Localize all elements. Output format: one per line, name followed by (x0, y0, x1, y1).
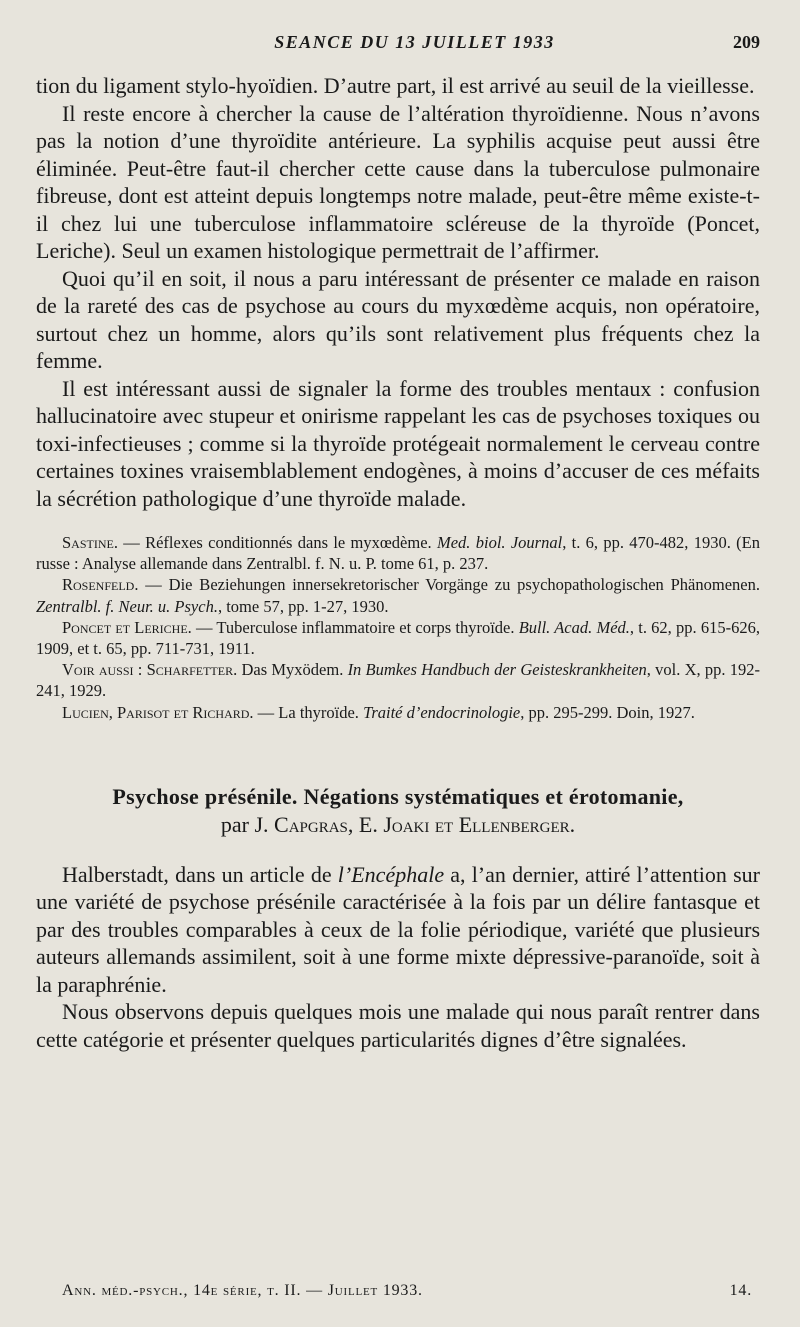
reference-text: Das Myxödem. (237, 660, 348, 680)
reference-entry (36, 574, 760, 616)
reference-details: , t. 6, pp. 470-482, 1930. (En russe : Analyse allemande dans Zentralbl. f. N. u. P. tome 61, p. 237. (36, 533, 760, 574)
byline-prefix: par (220, 811, 255, 837)
reference-source: Traité d’endocrinologie (363, 702, 521, 722)
reference-details: , pp. 295-299. Doin, 1927. (520, 702, 695, 722)
paragraph-text: a, l’an dernier, attiré l’attention sur une variété de psychose présénile caractérisée à la fois par un délire fantasque et par des troubles comparables à ceux de la folie périodique, variété que plusieurs auteurs allemands assimilent, soit à une forme mixte dépressive-paranoïde, soit à la paraphrénie. (36, 861, 760, 997)
article-authors: J. Capgras, E. Joaki et Ellenberger. (254, 811, 576, 837)
reference-source: Bull. Acad. Méd. (518, 617, 630, 637)
main-text (36, 72, 760, 512)
reference-entry (36, 659, 760, 701)
paragraph (36, 861, 760, 999)
reference-entry (36, 532, 760, 574)
reference-author: Sastine. (62, 533, 118, 552)
paragraph-text: Halberstadt, dans un article de (62, 861, 338, 887)
reference-author: Voir aussi : Scharfetter. (62, 660, 238, 680)
reference-details: , t. 62, pp. 615-626, 1909, et t. 65, pp. 711-731, 1911. (36, 617, 760, 659)
article-heading (36, 783, 760, 839)
footer-citation: Ann. méd.-psych., 14e série, t. II. — Juillet 1933. (62, 1282, 423, 1299)
paragraph: Il est intéressant aussi de signaler la forme des troubles mentaux : confusion hallucinatoire avec stupeur et onirisme rappelant les cas de psychoses toxiques ou toxi-infectieuses ; comme si la thyroïde protégeait normalement le cerveau contre certaines toxines vraisemblablement endogènes, à moins d’accuser de ces méfaits la sécrétion pathologique d’une thyroïde malade. (36, 375, 760, 511)
page-footer (62, 1282, 752, 1300)
reference-source: Med. biol. Journal (436, 533, 563, 552)
reference-source: In Bumkes Handbuch der Geisteskrankheiten (347, 660, 647, 680)
reference-entry (36, 702, 760, 723)
page-number: 209 (733, 32, 760, 52)
reference-details: , vol. X, pp. 192-241, 1929. (36, 660, 760, 701)
reference-text: — Réflexes conditionnés dans le myxœdème. (117, 533, 437, 552)
reference-text: — Die Beziehungen innersekretorischer Vorgänge zu psychopathologischen Phänomenen. (138, 575, 760, 595)
article-text (36, 861, 760, 1054)
bibliography (36, 532, 760, 723)
reference-text: — Tuberculose inflammatoire et corps thyroïde. (191, 617, 519, 637)
paragraph: Il reste encore à chercher la cause de l’altération thyroïdienne. Nous n’avons pas la notion d’une thyroïdite antérieure. La syphilis acquise peut aussi être éliminée. Peut-être faut-il chercher cette cause dans la tuberculose pulmonaire fibreuse, dont est atteint depuis longtemps notre malade, peut-être même existe-t-il chez lui une tuberculose inflammatoire scléreuse de la thyroïde (Poncet, Leriche). Seul un examen histologique permettrait de l’affirmer. (36, 100, 760, 263)
signature-mark: 14. (729, 1282, 752, 1299)
reference-author: Poncet et Leriche. (62, 617, 192, 637)
paragraph: Quoi qu’il en soit, il nous a paru intéressant de présenter ce malade en raison de la rareté des cas de psychose au cours du myxœdème acquis, non opératoire, surtout chez un homme, alors qu’ils sont relativement plus fréquents chez la femme. (36, 265, 760, 373)
reference-author: Lucien, Parisot et Richard. (62, 702, 254, 722)
article-title: Psychose présénile. Négations systématiques et érotomanie, (112, 783, 684, 809)
reference-text: — La thyroïde. (253, 702, 364, 722)
reference-entry (36, 617, 760, 659)
page-header (36, 0, 760, 54)
article-byline (36, 811, 760, 839)
reference-details: , tome 57, pp. 1-27, 1930. (217, 596, 389, 616)
paragraph: tion du ligament stylo-hyoïdien. D’autre part, il est arrivé au seuil de la vieillesse. (36, 73, 755, 98)
running-title: SEANCE DU 13 JUILLET 1933 (274, 32, 555, 52)
reference-author: Rosenfeld. (62, 575, 139, 595)
journal-name: l’Encéphale (337, 861, 445, 887)
paragraph: Nous observons depuis quelques mois une malade qui nous paraît rentrer dans cette catégorie et présenter quelques particularités dignes d’être signalées. (36, 999, 760, 1052)
reference-source: Zentralbl. f. Neur. u. Psych. (36, 596, 218, 616)
